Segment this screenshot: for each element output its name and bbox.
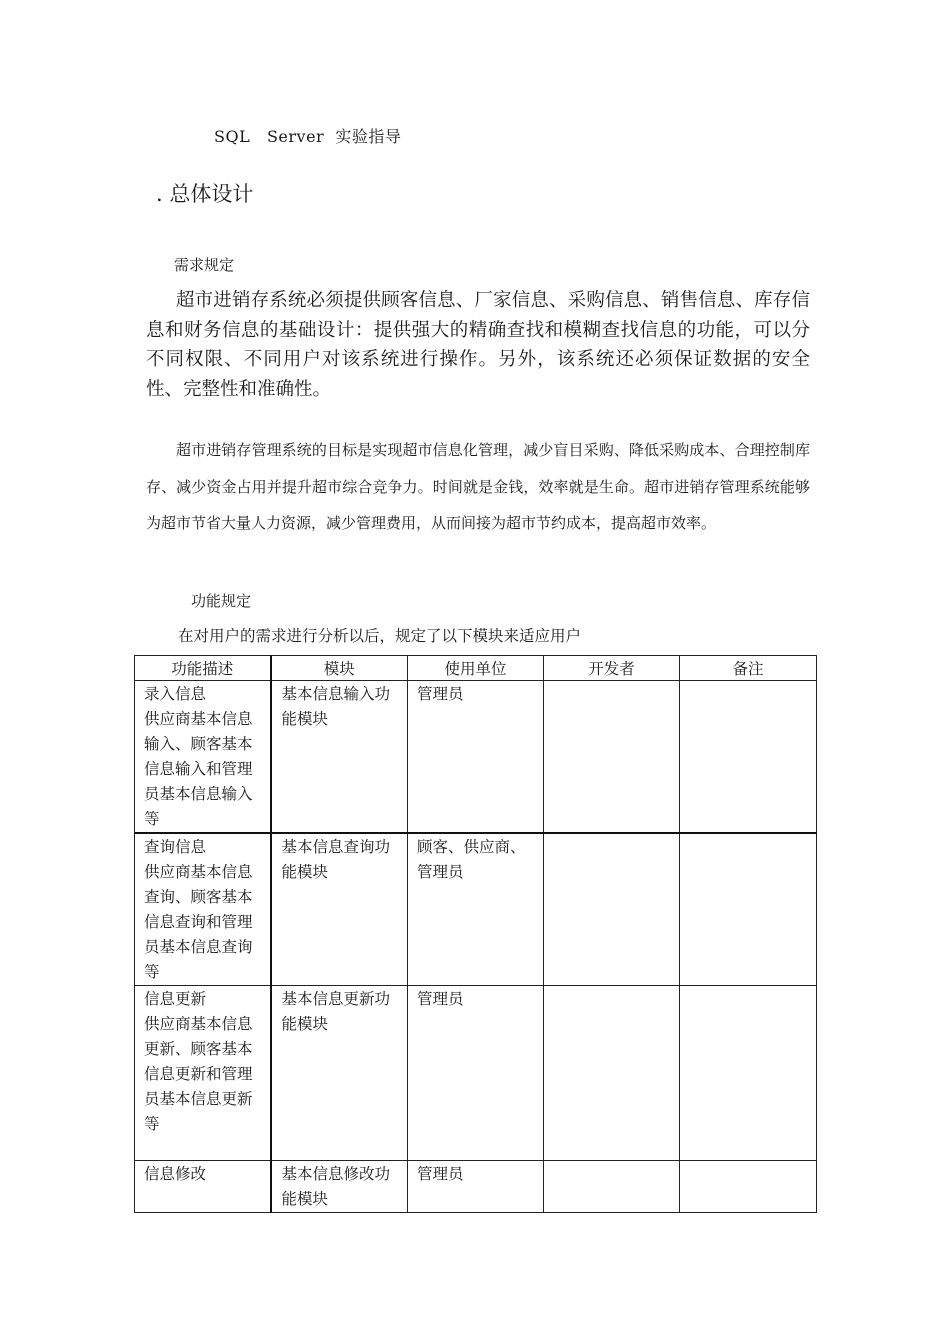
cell-module: 基本信息修改功能模块: [271, 1161, 408, 1213]
function-description: 供应商基本信息更新、顾客基本信息更新和管理员基本信息更新等: [144, 1015, 253, 1133]
function-title: 查询信息: [144, 838, 207, 856]
table-row: [135, 681, 817, 834]
page-header: SQL Server 实验指导: [214, 127, 402, 146]
functions-lead: 在对用户的需求进行分析以后，规定了以下模块来适应用户: [178, 627, 582, 645]
cell-note: [680, 986, 817, 1161]
cell-function: [135, 1161, 271, 1213]
function-description: 供应商基本信息查询、顾客基本信息查询和管理员基本信息查询等: [144, 863, 253, 981]
requirements-paragraph-1: 超市进销存系统必须提供顾客信息、厂家信息、采购信息、销售信息、库存信息和财务信息的基础设计：提供强大的精确查找和模糊查找信息的功能，可以分不同权限、不同用户对该系统进行操作。另外，该系统还必须保证数据的安全性、完整性和准确性。: [146, 290, 810, 400]
column-header: 开发者: [544, 656, 680, 681]
function-title: 录入信息: [144, 685, 207, 703]
module-table: [134, 655, 817, 1213]
table-header-row: [135, 656, 817, 681]
cell-unit: 管理员: [408, 681, 544, 834]
function-title: 信息更新: [144, 990, 207, 1008]
section-title: . 总体设计: [156, 182, 254, 206]
functions-heading: 功能规定: [191, 592, 252, 610]
column-header: 使用单位: [408, 656, 544, 681]
cell-developer: [544, 833, 680, 986]
cell-module: 基本信息输入功能模块: [271, 681, 408, 834]
table-row: [135, 833, 817, 986]
cell-note: [680, 1161, 817, 1213]
requirements-paragraph-2: 超市进销存管理系统的目标是实现超市信息化管理，减少盲目采购、降低采购成本、合理控制库存、减少资金占用并提升超市综合竞争力。时间就是金钱，效率就是生命。超市进销存管理系统能够为超市节省大量人力资源，减少管理费用，从而间接为超市节约成本，提高超市效率。: [146, 441, 810, 532]
column-header: 功能描述: [135, 656, 271, 681]
cell-unit: 顾客、供应商、管理员: [408, 833, 544, 986]
cell-developer: [544, 1161, 680, 1213]
cell-unit: 管理员: [408, 986, 544, 1161]
cell-module: 基本信息查询功能模块: [271, 833, 408, 986]
function-description: 供应商基本信息输入、顾客基本信息输入和管理员基本信息输入等: [144, 710, 253, 828]
cell-note: [680, 833, 817, 986]
column-header: 备注: [680, 656, 817, 681]
cell-unit: 管理员: [408, 1161, 544, 1213]
cell-function: [135, 681, 271, 834]
function-title: 信息修改: [144, 1165, 207, 1183]
cell-developer: [544, 986, 680, 1161]
cell-module: 基本信息更新功能模块: [271, 986, 408, 1161]
cell-note: [680, 681, 817, 834]
requirements-heading: 需求规定: [174, 256, 235, 274]
cell-function: [135, 986, 271, 1161]
cell-developer: [544, 681, 680, 834]
table-row: [135, 1161, 817, 1213]
table-row: [135, 986, 817, 1161]
column-header: 模块: [271, 656, 408, 681]
cell-function: [135, 833, 271, 986]
